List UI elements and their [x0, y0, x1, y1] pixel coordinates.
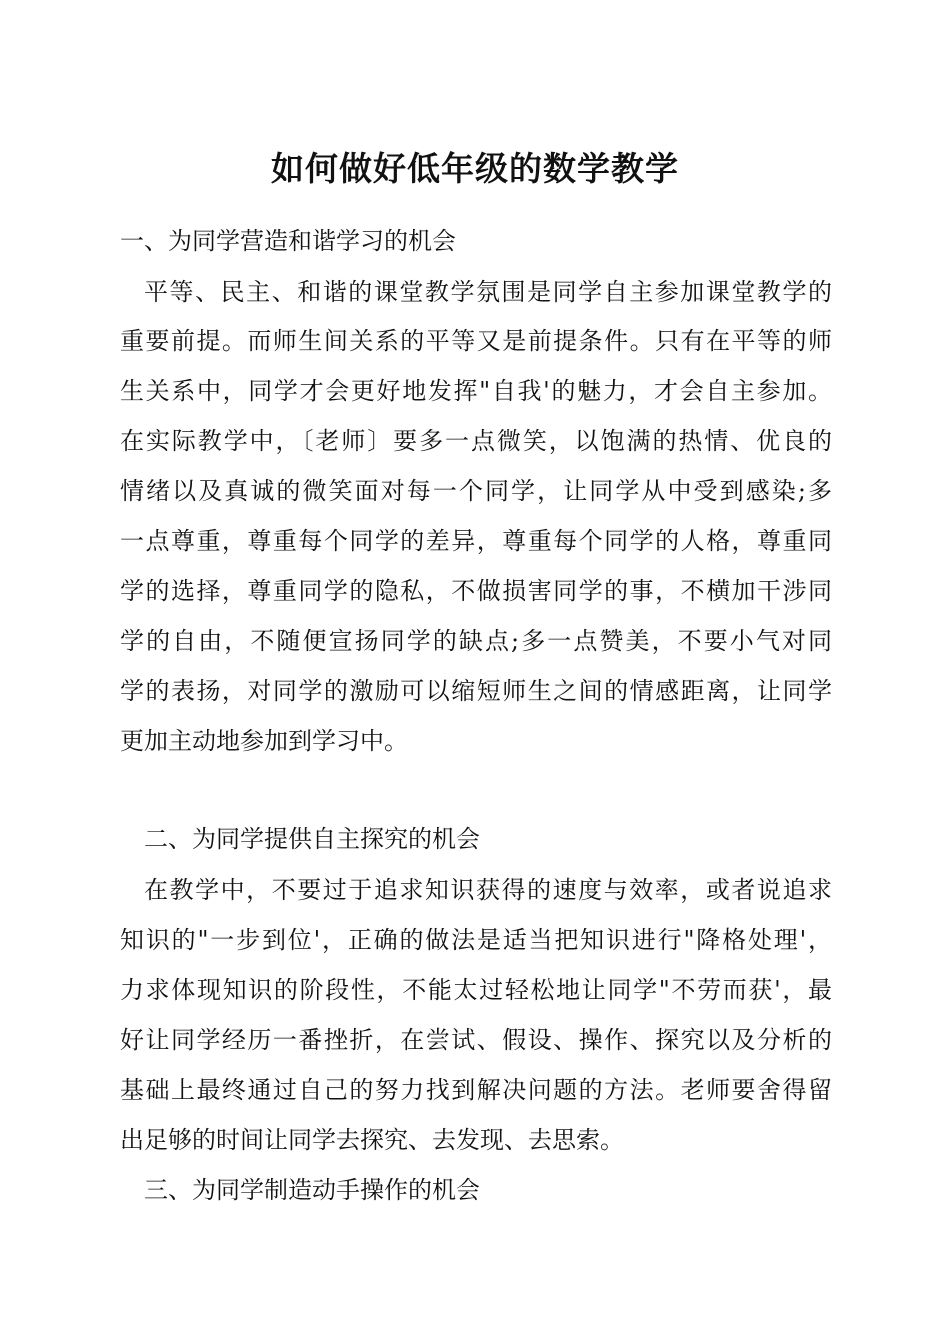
section-heading-2: 二、为同学提供自主探究的机会 — [144, 825, 480, 853]
paragraph-line: 一点尊重，尊重每个同学的差异，尊重每个同学的人格，尊重同 — [120, 527, 832, 555]
paragraph-line: 学的表扬，对同学的激励可以缩短师生之间的情感距离，让同学 — [120, 677, 832, 705]
paragraph-line: 更加主动地参加到学习中。 — [120, 727, 408, 755]
paragraph-line: 出足够的时间让同学去探究、去发现、去思索。 — [120, 1126, 624, 1154]
paragraph-line: 重要前提。而师生间关系的平等又是前提条件。只有在平等的师 — [120, 327, 832, 355]
document-title: 如何做好低年级的数学教学 — [271, 149, 679, 188]
paragraph-line: 学的自由，不随便宣扬同学的缺点;多一点赞美，不要小气对同 — [120, 627, 832, 655]
paragraph-line: 学的选择，尊重同学的隐私，不做损害同学的事，不横加干涉同 — [120, 577, 832, 605]
section-heading-3: 三、为同学制造动手操作的机会 — [144, 1176, 480, 1204]
paragraph-line: 在实际教学中，〔老师〕要多一点微笑，以饱满的热情、优良的 — [120, 427, 832, 455]
paragraph-line: 平等、民主、和谐的课堂教学氛围是同学自主参加课堂教学的 — [144, 278, 832, 306]
paragraph-line: 在教学中，不要过于追求知识获得的速度与效率，或者说追求 — [144, 876, 832, 904]
paragraph-line: 力求体现知识的阶段性，不能太过轻松地让同学"不劳而获'，最 — [120, 976, 832, 1004]
paragraph-line: 情绪以及真诚的微笑面对每一个同学，让同学从中受到感染;多 — [120, 477, 832, 505]
section-heading-1: 一、为同学营造和谐学习的机会 — [120, 227, 456, 255]
paragraph-line: 知识的"一步到位'，正确的做法是适当把知识进行"降格处理'， — [120, 926, 832, 954]
paragraph-line: 好让同学经历一番挫折，在尝试、假设、操作、探究以及分析的 — [120, 1026, 832, 1054]
paragraph-line: 基础上最终通过自己的努力找到解决问题的方法。老师要舍得留 — [120, 1076, 832, 1104]
paragraph-line: 生关系中，同学才会更好地发挥"自我'的魅力，才会自主参加。 — [120, 377, 832, 405]
